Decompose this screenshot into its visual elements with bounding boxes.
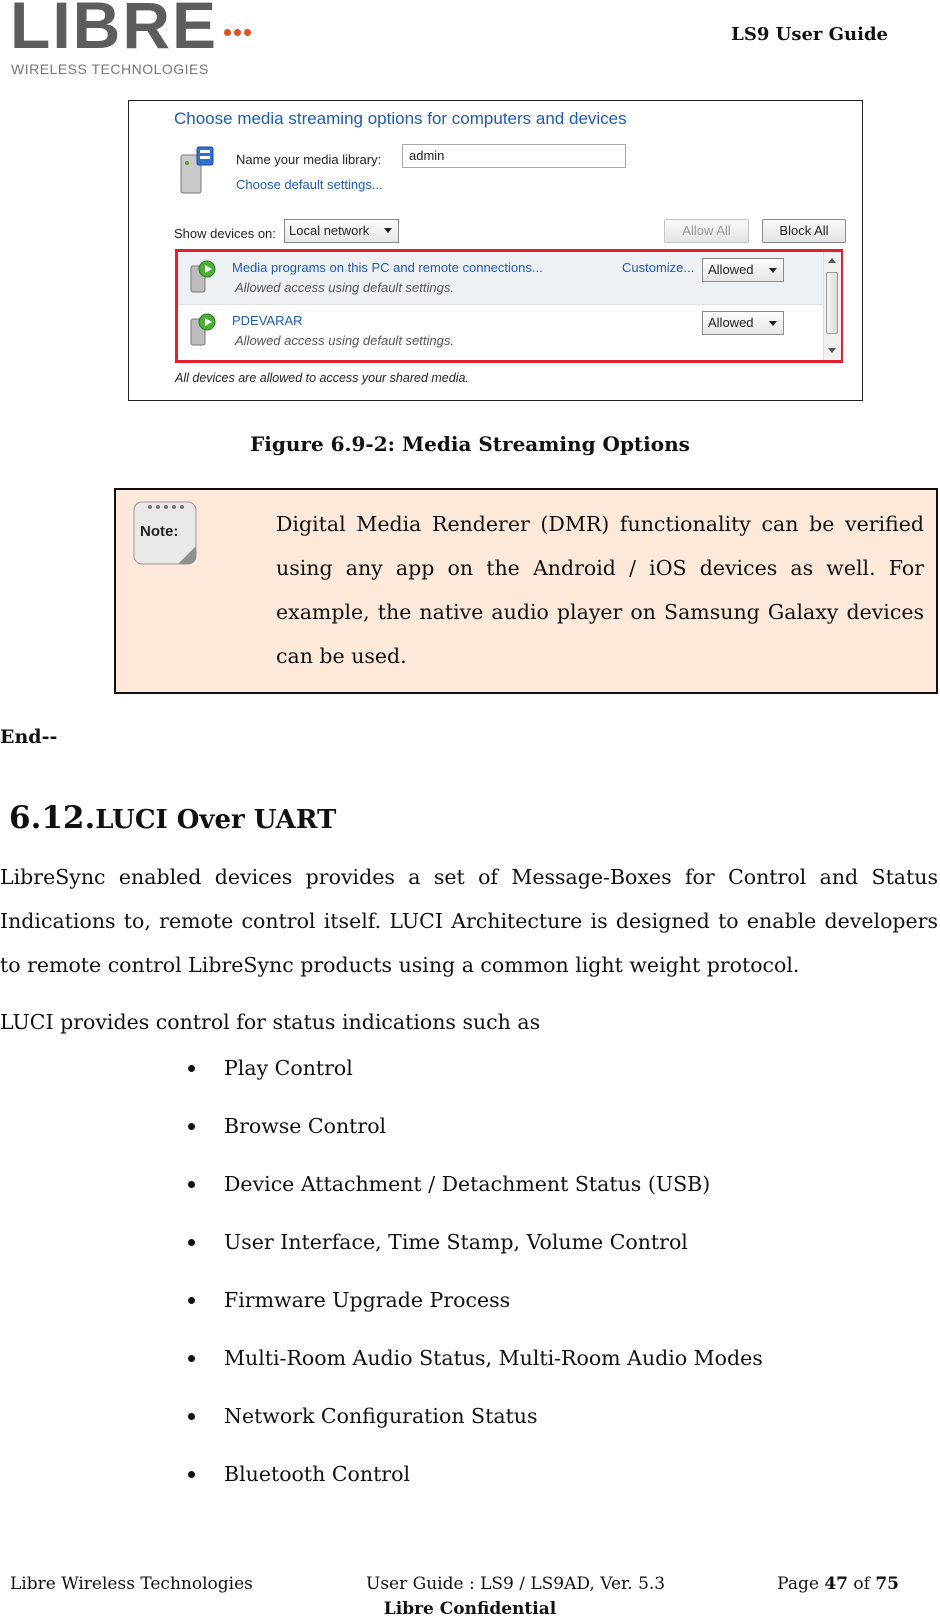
- device-row[interactable]: [178, 252, 823, 305]
- library-name-input[interactable]: admin: [402, 144, 626, 168]
- device-row[interactable]: [178, 305, 823, 357]
- choose-default-settings-link[interactable]: Choose default settings...: [236, 177, 383, 192]
- device-name[interactable]: Media programs on this PC and remote connections...: [232, 260, 543, 275]
- media-library-icon: [179, 145, 215, 195]
- device-access-note: Allowed access using default settings.: [235, 333, 454, 348]
- list-item: Play Control: [188, 1053, 763, 1111]
- device-list-scrollbar[interactable]: [823, 252, 841, 360]
- figure-caption: Figure 6.9-2: Media Streaming Options: [250, 432, 690, 456]
- section-title: LUCI Over UART: [95, 805, 337, 835]
- list-item: Network Configuration Status: [188, 1401, 763, 1459]
- note-icon-label: Note:: [140, 523, 179, 540]
- scrollbar-thumb[interactable]: [826, 272, 838, 334]
- footer-doc-reference: User Guide : LS9 / LS9AD, Ver. 5.3: [366, 1574, 666, 1594]
- end-marker: End--: [0, 726, 58, 748]
- device-access-value: Allowed: [708, 315, 754, 330]
- luci-status-intro: LUCI provides control for status indications such as: [0, 1010, 541, 1034]
- device-access-note: Allowed access using default settings.: [235, 280, 454, 295]
- page-prefix: Page: [777, 1574, 825, 1594]
- libre-logo-dots: [224, 21, 254, 40]
- list-item: Browse Control: [188, 1111, 763, 1169]
- list-item: Firmware Upgrade Process: [188, 1285, 763, 1343]
- current-page: 47: [824, 1574, 848, 1594]
- footer-company: Libre Wireless Technologies: [10, 1574, 253, 1594]
- show-devices-label: Show devices on:: [174, 226, 276, 241]
- page-of: of: [847, 1574, 876, 1594]
- customize-link[interactable]: Customize...: [622, 260, 695, 275]
- media-device-icon: [190, 260, 216, 294]
- luci-description-paragraph: LibreSync enabled devices provides a set of Message-Boxes for Control and Status Indications to, remote control itself. LUCI Architecture is designed to enable developers to remote control LibreSync products using a common light weight protocol.: [0, 865, 938, 977]
- note-icon: [132, 498, 198, 568]
- device-name[interactable]: PDEVARAR: [232, 313, 303, 328]
- libre-logo-wordmark: LIBRE: [10, 0, 218, 62]
- document-title: LS9 User Guide: [731, 24, 888, 45]
- list-item: Bluetooth Control: [188, 1459, 763, 1517]
- total-pages: 75: [875, 1574, 899, 1594]
- library-name-label: Name your media library:: [236, 152, 382, 167]
- device-list: [175, 249, 843, 363]
- block-all-button[interactable]: Block All: [762, 219, 846, 243]
- footer-page-number: [777, 1574, 899, 1594]
- device-access-value: Allowed: [708, 262, 754, 277]
- scroll-down-icon[interactable]: [828, 348, 836, 353]
- shared-media-note: All devices are allowed to access your shared media.: [175, 371, 469, 385]
- show-devices-value: Local network: [289, 223, 370, 238]
- section-number: 6.12.: [9, 800, 96, 836]
- show-devices-dropdown[interactable]: [284, 219, 399, 243]
- confidential-label: Libre Confidential: [383, 1599, 557, 1619]
- note-box: [114, 488, 938, 694]
- chevron-down-icon: [769, 268, 777, 273]
- libre-logo-tagline: WIRELESS TECHNOLOGIES: [11, 61, 209, 77]
- streaming-options-title: Choose media streaming options for computers and devices: [174, 109, 627, 128]
- note-text: Digital Media Renderer (DMR) functionality can be verified using any app on the Android / iOS devices as well. For example, the native audio player on Samsung Galaxy devices can be used.: [276, 512, 924, 668]
- media-streaming-screenshot: [128, 100, 863, 401]
- section-heading: [9, 800, 336, 836]
- device-access-dropdown[interactable]: [702, 258, 784, 282]
- list-item: User Interface, Time Stamp, Volume Control: [188, 1227, 763, 1285]
- scroll-up-icon[interactable]: [828, 258, 836, 263]
- list-item: Multi-Room Audio Status, Multi-Room Audio Modes: [188, 1343, 763, 1401]
- device-access-dropdown[interactable]: [702, 311, 784, 335]
- media-device-icon: [190, 313, 216, 347]
- allow-all-button[interactable]: Allow All: [664, 219, 749, 243]
- list-item: Device Attachment / Detachment Status (USB): [188, 1169, 763, 1227]
- chevron-down-icon: [769, 321, 777, 326]
- chevron-down-icon: [384, 228, 392, 233]
- luci-feature-list: [188, 1053, 763, 1517]
